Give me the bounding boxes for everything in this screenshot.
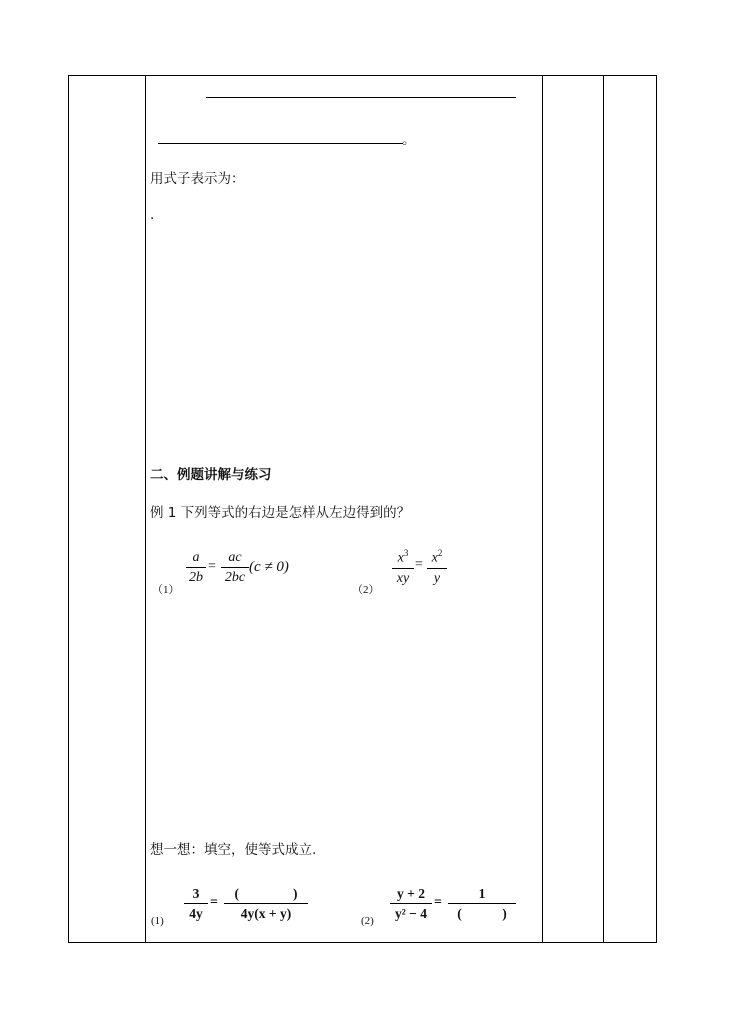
example1-item2-right-fraction (427, 546, 447, 586)
table-right-border (656, 75, 657, 943)
section-title: 二、例题讲解与练习 (150, 467, 272, 483)
table-top-border (68, 75, 657, 76)
numerator: 1 (478, 886, 486, 901)
blank-end-mark: 。 (402, 132, 416, 148)
think-prompt: 想一想：填空，使等式成立. (150, 842, 317, 858)
think-item2-label: (2) (361, 915, 374, 927)
think-item1-right-fraction (224, 886, 308, 921)
numerator: $x^2$ (431, 548, 443, 566)
denominator: 4y (189, 906, 203, 921)
example1-item2-left-fraction (392, 546, 414, 586)
example1-item1-right-fraction (221, 550, 249, 585)
table-column-divider-3 (603, 75, 604, 943)
think-item2-right-fraction (448, 886, 516, 921)
denominator: xy (396, 570, 410, 586)
numerator: $x^3$ (397, 548, 409, 566)
numerator: 3 (192, 886, 200, 901)
denominator: 4y(x + y) (240, 906, 292, 921)
equals-sign: = (415, 557, 423, 572)
denominator-blank: ( ) (457, 906, 507, 921)
think-item1-left-fraction (184, 886, 208, 921)
example1-item1-left-fraction (186, 550, 206, 585)
denominator: 2bc (224, 570, 246, 585)
denominator: 2b (189, 570, 203, 585)
table-column-divider-1 (145, 75, 146, 943)
numerator: a (192, 550, 200, 565)
example1-item1-condition: (c ≠ 0) (249, 559, 289, 575)
equals-sign: = (208, 559, 216, 574)
numerator: y + 2 (397, 886, 425, 901)
table-bottom-border (68, 942, 657, 943)
dot-mark: . (150, 207, 155, 223)
fill-blank-line-1 (206, 97, 516, 98)
table-left-border (68, 75, 69, 943)
example1-item2-label: （2） (352, 584, 380, 596)
equals-sign: = (434, 895, 442, 910)
example1-prompt: 例 1 下列等式的右边是怎样从左边得到的？ (150, 505, 411, 521)
denominator: y (433, 570, 441, 586)
think-item2-left-fraction (390, 886, 432, 921)
think-item1-label: (1) (151, 915, 164, 927)
denominator: y² − 4 (395, 906, 427, 921)
table-column-divider-2 (542, 75, 543, 943)
fill-blank-line-2 (158, 143, 403, 144)
equals-sign: = (210, 895, 218, 910)
numerator: ac (228, 550, 242, 565)
example1-item1-label: （1） (152, 584, 180, 596)
expression-prompt: 用式子表示为： (150, 171, 245, 187)
numerator-blank: ( ) (234, 886, 298, 901)
